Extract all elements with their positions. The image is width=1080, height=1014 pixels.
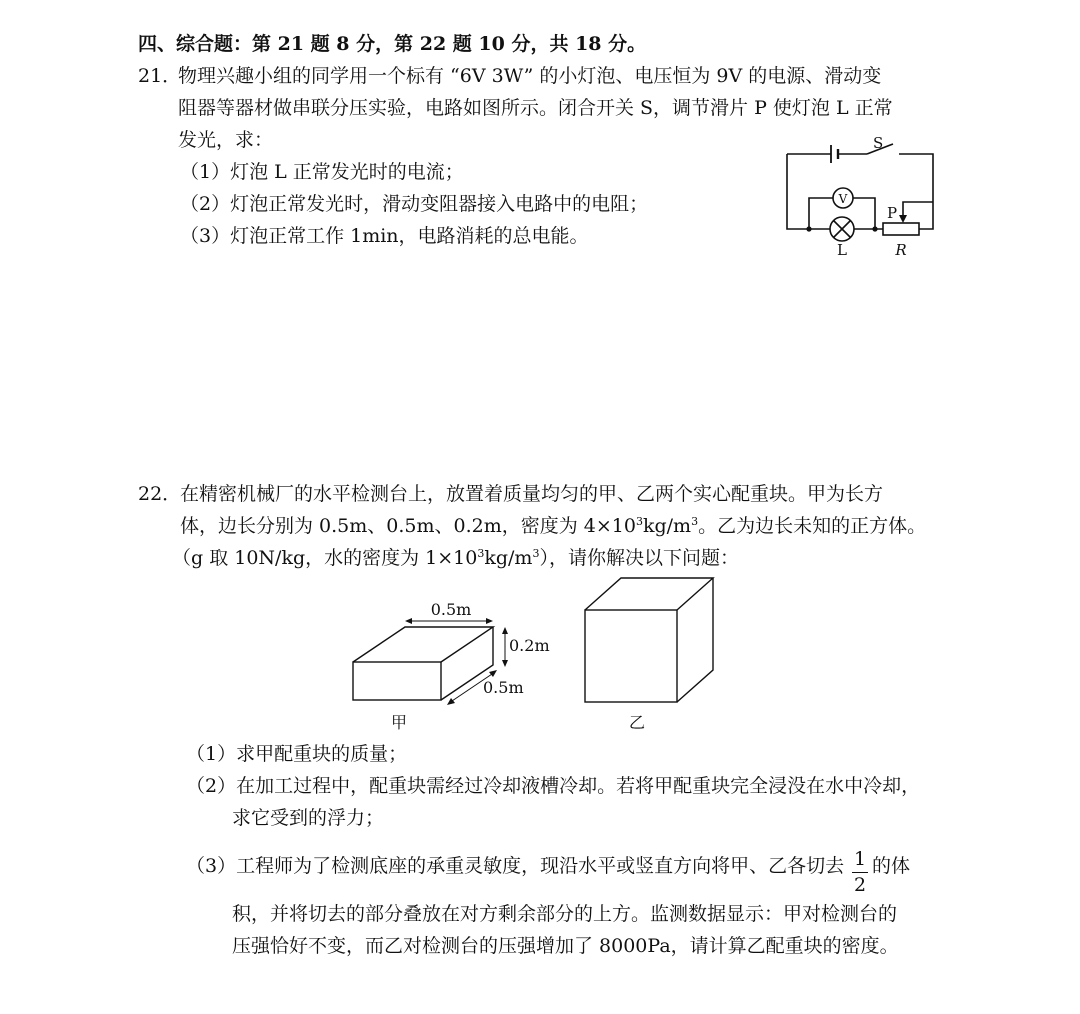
q21-sub-3: （3）灯泡正常工作 1min，电路消耗的总电能。	[180, 225, 589, 247]
circuit-diagram	[775, 132, 950, 262]
block-yi-side	[677, 578, 713, 702]
left-wire	[787, 154, 815, 229]
q22-sub-2-line-2: 求它受到的浮力；	[232, 807, 385, 829]
fraction-bar	[852, 872, 868, 873]
junction-dot-right	[872, 226, 877, 231]
q22-line-2: 体，边长分别为 0.5m、0.5m、0.2m，密度为 $4\times 10^3kg/m^3$。乙为边长未知的正方体。	[180, 515, 927, 537]
q21-line-2: 阻器等器材做串联分压实验，电路如图所示。闭合开关 S，调节滑片 P 使灯泡 L 正常	[178, 97, 893, 119]
label-height: 0.2m	[509, 636, 550, 655]
block-jia-front	[353, 662, 441, 700]
blocks-figure	[345, 575, 715, 735]
resistor-icon	[883, 223, 919, 235]
q22-sub-3-line-1-end: 的体	[872, 855, 911, 877]
section-title: 四、综合题：第 21 题 8 分，第 22 题 10 分，共 18 分。	[138, 33, 647, 55]
q21-number: 21．	[138, 65, 182, 87]
voltmeter-label: V	[838, 192, 848, 206]
q21-sub-1: （1）灯泡 L 正常发光时的电流；	[180, 161, 464, 183]
label-yi: 乙	[628, 713, 646, 732]
q22-sub-3-line-1: （3）工程师为了检测底座的承重灵敏度，现沿水平或竖直方向将甲、乙各切去	[186, 855, 845, 877]
block-yi-front	[585, 610, 677, 702]
label-depth: 0.5m	[483, 678, 524, 697]
q21-line-3: 发光，求：	[178, 129, 274, 151]
label-top-length: 0.5m	[430, 600, 472, 619]
q22-sub-1: （1）求甲配重块的质量；	[186, 743, 408, 765]
junction-dot-left	[806, 226, 811, 231]
switch-label: S	[873, 134, 884, 152]
block-jia-top	[353, 627, 493, 662]
q22-line-1: 在精密机械厂的水平检测台上，放置着质量均匀的甲、乙两个实心配重块。甲为长方	[180, 483, 884, 505]
lamp-label: L	[837, 241, 847, 259]
q22-sub-3-line-3: 压强恰好不变，而乙对检测台的压强增加了 8000Pa，请计算乙配重块的密度。	[232, 935, 899, 957]
q22-sub-2-line-1: （2）在加工过程中，配重块需经过冷却液槽冷却。若将甲配重块完全浸没在水中冷却，	[186, 775, 921, 797]
resistor-right-wire	[919, 202, 933, 229]
q22-line-3: （g 取 10N/kg，水的密度为 $1\times 10^3kg/m^3$），请你解决以下问题：	[172, 547, 739, 569]
q21-line-1: 物理兴趣小组的同学用一个标有 “6V 3W” 的小灯泡、电压恒为 9V 的电源、滑动变	[178, 65, 882, 87]
q22-number: 22．	[138, 483, 182, 505]
top-wire-right	[899, 154, 933, 202]
resistor-label: R	[895, 241, 907, 259]
fraction-denominator: 2	[853, 874, 867, 896]
fraction-one-half	[850, 848, 870, 896]
q22-sub-3-line-2: 积，并将切去的部分叠放在对方剩余部分的上方。监测数据显示：甲对检测台的	[232, 903, 898, 925]
fraction-numerator: 1	[853, 848, 867, 870]
block-yi-top	[585, 578, 713, 610]
q21-sub-2: （2）灯泡正常发光时，滑动变阻器接入电路中的电阻；	[180, 193, 649, 215]
slider-label: P	[887, 204, 898, 222]
slider-wire	[903, 202, 933, 216]
label-jia: 甲	[390, 713, 408, 732]
slider-arrow	[899, 215, 907, 223]
